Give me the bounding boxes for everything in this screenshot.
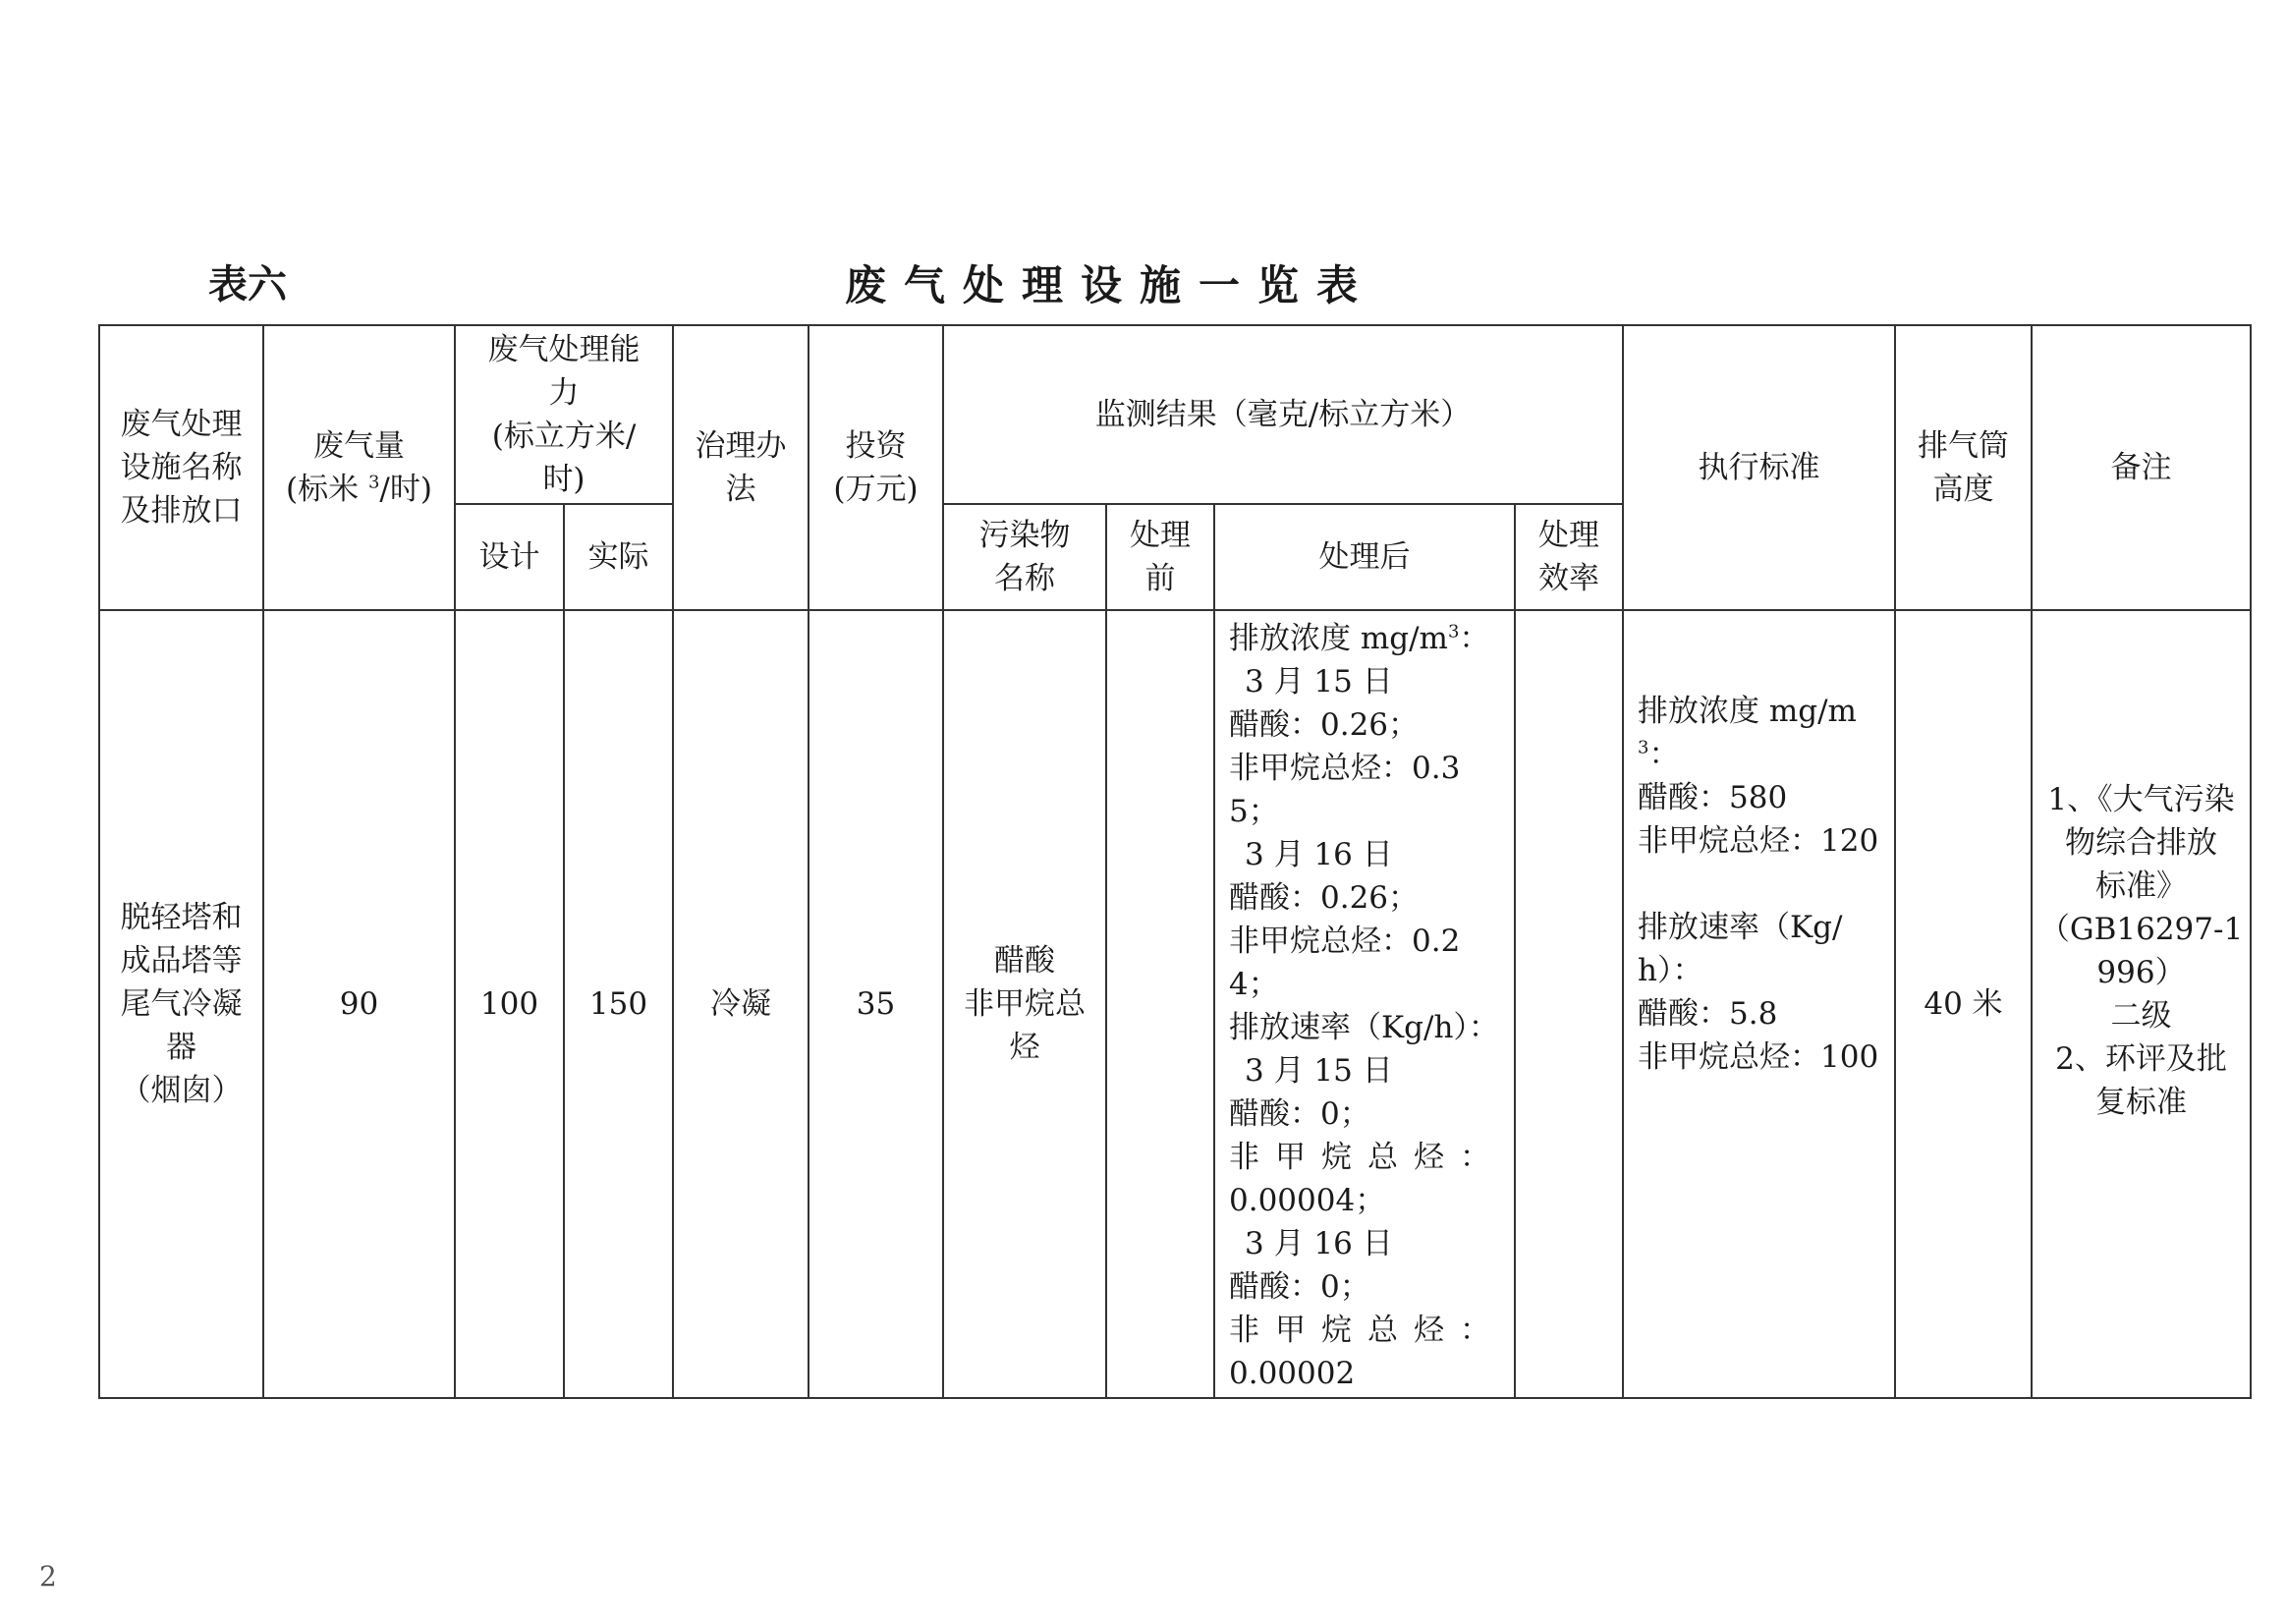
standard-conc-label: 排放浓度 $mg/m^3$：	[1638, 694, 1857, 772]
cell-after	[1214, 610, 1515, 1398]
standard-conc-nmhc: 非甲烷总烃：120	[1638, 823, 1879, 859]
header-after: 处理后	[1214, 504, 1515, 610]
after-rate-nmhc-value-1: 0.00004；	[1229, 1183, 1386, 1218]
header-volume: 废气量 (标米 $^3$/时)	[263, 325, 455, 610]
after-rate-date-1: 3 月 15 日	[1245, 1053, 1393, 1089]
header-capacity: 废气处理能 力 (标立方米/ 时)	[455, 325, 673, 504]
page-mark: 2	[39, 1560, 57, 1593]
after-conc-date-1: 3 月 15 日	[1245, 664, 1393, 700]
exhaust-gas-facility-table	[98, 324, 2252, 1399]
cell-design: 100	[455, 610, 564, 1398]
header-remarks: 备注	[2032, 325, 2251, 610]
after-rate-nmhc-label-2: 非甲烷总烃：	[1229, 1313, 1490, 1348]
header-monitoring: 监测结果（毫克/标立方米）	[943, 325, 1623, 504]
cell-standard	[1623, 610, 1895, 1398]
table-number-label: 表六	[208, 261, 287, 308]
header-pollutant: 污染物 名称	[943, 504, 1106, 610]
cell-efficiency	[1515, 610, 1623, 1398]
header-investment: 投资 (万元)	[809, 325, 943, 610]
header-stack-height: 排气筒 高度	[1895, 325, 2032, 610]
header-before: 处理 前	[1106, 504, 1214, 610]
after-conc-date-2: 3 月 16 日	[1245, 837, 1393, 872]
after-conc-nmhc-1: 非甲烷总烃：0.35；	[1229, 751, 1461, 829]
cell-actual: 150	[564, 610, 673, 1398]
after-rate-acetic-2: 醋酸：0；	[1229, 1269, 1370, 1305]
standard-spacer	[1638, 863, 1890, 906]
after-conc-acetic-2: 醋酸：0.26；	[1229, 880, 1420, 916]
after-rate-date-2: 3 月 16 日	[1245, 1226, 1393, 1261]
cell-before	[1106, 610, 1214, 1398]
header-efficiency: 处理 效率	[1515, 504, 1623, 610]
header-capacity-actual: 实际	[564, 504, 673, 610]
standard-conc-acetic: 醋酸：580	[1638, 780, 1788, 815]
after-rate-nmhc-value-2: 0.00002	[1229, 1356, 1356, 1391]
cell-pollutant: 醋酸 非甲烷总 烃	[943, 610, 1106, 1398]
cell-remarks: 1、《大气污染 物综合排放 标准》 （GB16297-1 996） 二级 2、环评及批 复标准	[2032, 610, 2251, 1398]
cell-stack-height: 40 米	[1895, 610, 2032, 1398]
after-rate-nmhc-label-1: 非甲烷总烃：	[1229, 1140, 1490, 1175]
standard-rate-acetic: 醋酸：5.8	[1638, 996, 1778, 1032]
cell-facility: 脱轻塔和 成品塔等 尾气冷凝 器 （烟囱）	[99, 610, 263, 1398]
after-rate-label: 排放速率（Kg/h）：	[1229, 1010, 1499, 1045]
standard-rate-label: 排放速率（Kg/h）：	[1638, 910, 1843, 988]
after-conc-acetic-1: 醋酸：0.26；	[1229, 707, 1420, 743]
standard-rate-nmhc: 非甲烷总烃：100	[1638, 1039, 1879, 1075]
header-standard: 执行标准	[1623, 325, 1895, 610]
after-rate-acetic-1: 醋酸：0；	[1229, 1096, 1370, 1132]
document-title: 废气处理设施一览表	[845, 261, 1376, 309]
header-method: 治理办 法	[673, 325, 809, 610]
cell-volume: 90	[263, 610, 455, 1398]
cell-investment: 35	[809, 610, 943, 1398]
cell-method: 冷凝	[673, 610, 809, 1398]
after-conc-label: 排放浓度 $mg/m^3$：	[1229, 621, 1490, 656]
header-capacity-design: 设计	[455, 504, 564, 610]
header-facility: 废气处理 设施名称 及排放口	[99, 325, 263, 610]
after-conc-nmhc-2: 非甲烷总烃：0.24；	[1229, 924, 1461, 1002]
